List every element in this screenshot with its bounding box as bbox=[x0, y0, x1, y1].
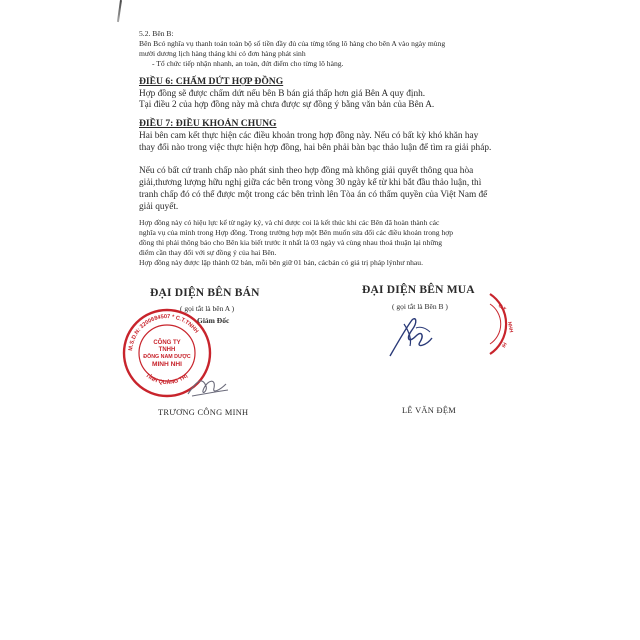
svg-text:NHH: NHH bbox=[506, 321, 514, 334]
seller-rep-title: ĐẠI DIỆN BÊN BÁN bbox=[150, 287, 260, 299]
article-7-p3-line5: Hợp đồng này được lập thành 02 bản, mỗi bên giữ 01 bản, cácbản có giá trị pháp lýnhư nhau. bbox=[139, 258, 423, 267]
article-7-p3-line1: Hợp đồng này có hiệu lực kể từ ngày ký, và chỉ được coi là kết thúc khi các Bên đã hoàn thành các bbox=[139, 218, 440, 227]
section-5-2-title: 5.2. Bên B: bbox=[139, 29, 174, 38]
page-fold-shadow bbox=[117, 0, 122, 22]
buyer-name: LÊ VĂN ĐỆM bbox=[402, 406, 457, 415]
stamp-ring-top: M.S.D.N: 3200684507 * C.T.TNHH bbox=[128, 313, 200, 352]
seller-rep-subtitle: ( gọi tắt là bên A ) bbox=[180, 304, 235, 313]
article-6-heading: ĐIỀU 6: CHẤM DỨT HỢP ĐỒNG bbox=[139, 76, 284, 87]
seller-name: TRƯƠNG CÔNG MINH bbox=[158, 408, 249, 417]
article-6-line2: Tại điều 2 của hợp đồng này mà chưa được sự đồng ý bằng văn bản của Bên A. bbox=[139, 100, 435, 110]
article-6-line1: Hợp đồng sẽ được chấm dứt nếu bên B bán giá thấp hơn giá Bên A quy định. bbox=[139, 89, 426, 99]
article-7-p3-line2: nghĩa vụ của mình trong Hợp đồng. Trong trường hợp một Bên muốn sửa đổi các điều khoản trong hợp bbox=[139, 228, 454, 237]
stamp-line4: MINH NHI bbox=[151, 361, 183, 368]
article-7-heading: ĐIỀU 7: ĐIỀU KHOẢN CHUNG bbox=[139, 118, 277, 129]
stamp-ring-bottom: TỈNH QUẢNG TRỊ bbox=[144, 372, 190, 387]
buyer-rep-subtitle: ( gọi tắt là Bên B ) bbox=[392, 302, 448, 311]
stamp-line1: CÔNG TY bbox=[153, 340, 181, 346]
seller-role: Giám Đốc bbox=[197, 316, 230, 325]
buyer-signature bbox=[386, 312, 438, 360]
section-5-2-line1: Bên Bcó nghĩa vụ thanh toán toàn bộ số tiền đầy đủ của từng tổng lô hàng cho bên A vào ngày mùng bbox=[139, 39, 446, 48]
article-7-p3-line4: điểm cần thay đổi với sự đồng ý của hai Bên. bbox=[139, 248, 277, 257]
partial-stamp bbox=[488, 290, 528, 358]
article-7-p3-line3: đồng thì phải thông báo cho Bên kia biết trước ít nhất là 03 ngày và cùng nhau thoả thuận lại những bbox=[139, 238, 443, 247]
article-7-p2-line1: Nếu có bất cứ tranh chấp nào phát sinh theo hợp đồng mà không giải quyết thông qua hòa bbox=[139, 166, 474, 176]
stamp-line3: ĐÔNG NAM DƯỢC bbox=[143, 354, 191, 360]
stamp-line2: TNHH bbox=[158, 347, 176, 353]
svg-text:TỈNH QUẢNG TRỊ bbox=[144, 373, 189, 386]
article-7-p1-line1: Hai bên cam kết thực hiện các điều khoản trong hợp đồng này. Nếu có bất kỳ khó khăn hay bbox=[139, 131, 479, 141]
seller-signature bbox=[186, 372, 230, 400]
section-5-2-line3: - Tổ chức tiếp nhận nhanh, an toàn, đứt điểm cho từng lô hàng. bbox=[152, 59, 344, 68]
svg-text:C.T: C.T bbox=[496, 302, 507, 313]
article-7-p2-line4: giải quyết. bbox=[139, 202, 179, 212]
article-7-p2-line3: tranh chấp đó có thể được một trong các bên trình lên Tòa án có thẩm quyền của Việt Nam để bbox=[139, 190, 488, 200]
buyer-rep-title: ĐẠI DIỆN BÊN MUA bbox=[362, 284, 475, 296]
svg-text:HI: HI bbox=[499, 341, 508, 349]
article-7-p2-line2: giải,thương lượng hữu nghị giữa các bên trong vòng 30 ngày kể từ khi bắt đầu thảo luận, thì bbox=[139, 178, 482, 188]
article-7-p1-line2: thay đổi nào trong việc thực hiện hợp đồng, hai bên phải bàn bạc thảo luận để tìm ra giải pháp. bbox=[139, 143, 492, 153]
section-5-2-line2: mười dương lịch hàng tháng khi có đơn hàng phát sinh bbox=[139, 49, 306, 58]
